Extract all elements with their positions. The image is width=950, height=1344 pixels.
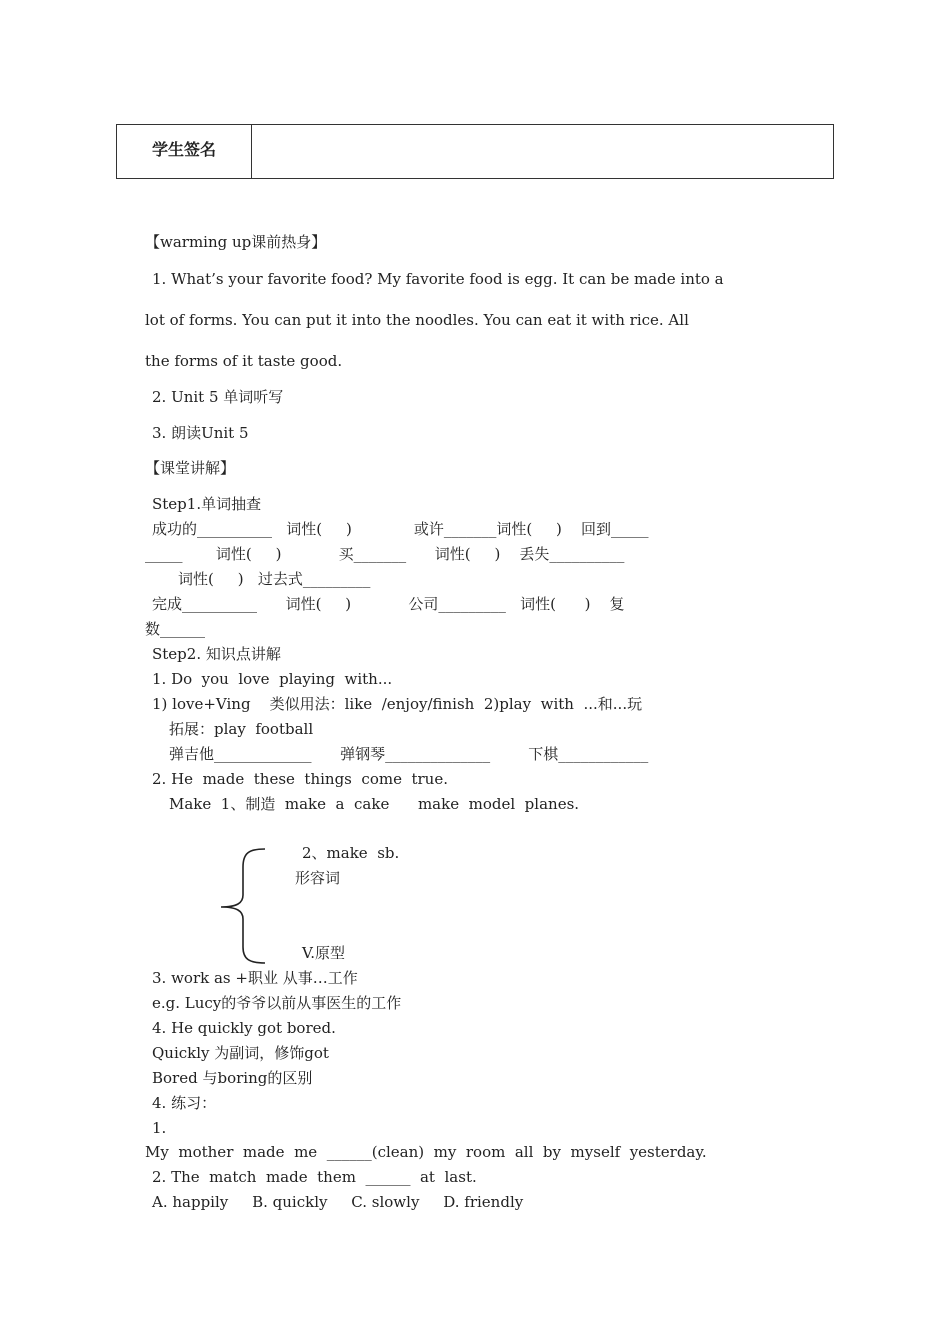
step1-row-3: 词性( ) 过去式_________ [178, 570, 371, 588]
step1-row-2: _____ 词性( ) 买_______ 词性( ) 丢失__________ [145, 545, 625, 563]
warmup-item-1-line-3: the forms of it taste good. [145, 352, 343, 370]
exercise-1: My mother made me ______(clean) my room all by myself yesterday. [145, 1143, 707, 1161]
signature-label: 学生签名 [117, 125, 252, 178]
student-signature-table [116, 124, 834, 179]
point-4-note-1: Quickly 为副词，修饰got [152, 1044, 329, 1062]
step1-title: Step1.单词抽查 [152, 495, 262, 513]
step1-row-4: 完成__________ 词性( ) 公司_________ 词性( ) 复 [152, 595, 625, 613]
warmup-item-1-line-2: lot of forms. You can put it into the noodles. You can eat it with rice. All [145, 311, 689, 329]
point-1-blanks: 弹吉他_____________ 弹钢琴______________ 下棋____________ [169, 745, 649, 763]
exercise-2: 2. The match made them ______ at last. [152, 1168, 477, 1186]
signature-field[interactable] [252, 125, 833, 178]
lesson-heading: 【课堂讲解】 [145, 459, 236, 477]
exercise-2-options: A. happily B. quickly C. slowly D. friendly [152, 1193, 524, 1211]
point-3-example: e.g. Lucy的爷爷以前从事医生的工作 [152, 994, 402, 1012]
brace-item-2: 形容词 [295, 869, 341, 887]
point-2: 2. He made these things come true. [152, 770, 448, 788]
point-3: 3. work as +职业 从事…工作 [152, 969, 358, 987]
point-2-make: Make 1、制造 make a cake make model planes. [169, 795, 580, 813]
warmup-heading: 【warming up课前热身】 [145, 233, 327, 251]
point-1: 1. Do you love playing with... [152, 670, 393, 688]
warmup-item-3: 3. 朗读Unit 5 [152, 424, 249, 442]
point-4-note-2: Bored 与boring的区别 [152, 1069, 313, 1087]
brace-item-1: 2、make sb. [302, 844, 400, 862]
step2-title: Step2. 知识点讲解 [152, 645, 281, 663]
step1-row-5: 数______ [145, 620, 206, 638]
warmup-item-1-line-1: 1. What’s your favorite food? My favorite food is egg. It can be made into a [152, 270, 724, 288]
exercise-1-number: 1. [152, 1119, 167, 1137]
point-4: 4. He quickly got bored. [152, 1019, 336, 1037]
exercise-heading: 4. 练习： [152, 1094, 217, 1112]
warmup-item-2: 2. Unit 5 单词听写 [152, 388, 284, 406]
point-1-extension: 拓展：play football [169, 720, 314, 738]
brace-item-3: V.原型 [302, 944, 345, 962]
point-1-usage: 1) love+Ving 类似用法：like /enjoy/finish 2)play with ...和...玩 [152, 695, 643, 713]
curly-brace [215, 845, 275, 965]
step1-row-1: 成功的__________ 词性( ) 或许_______词性( ) 回到_____ [152, 520, 649, 538]
